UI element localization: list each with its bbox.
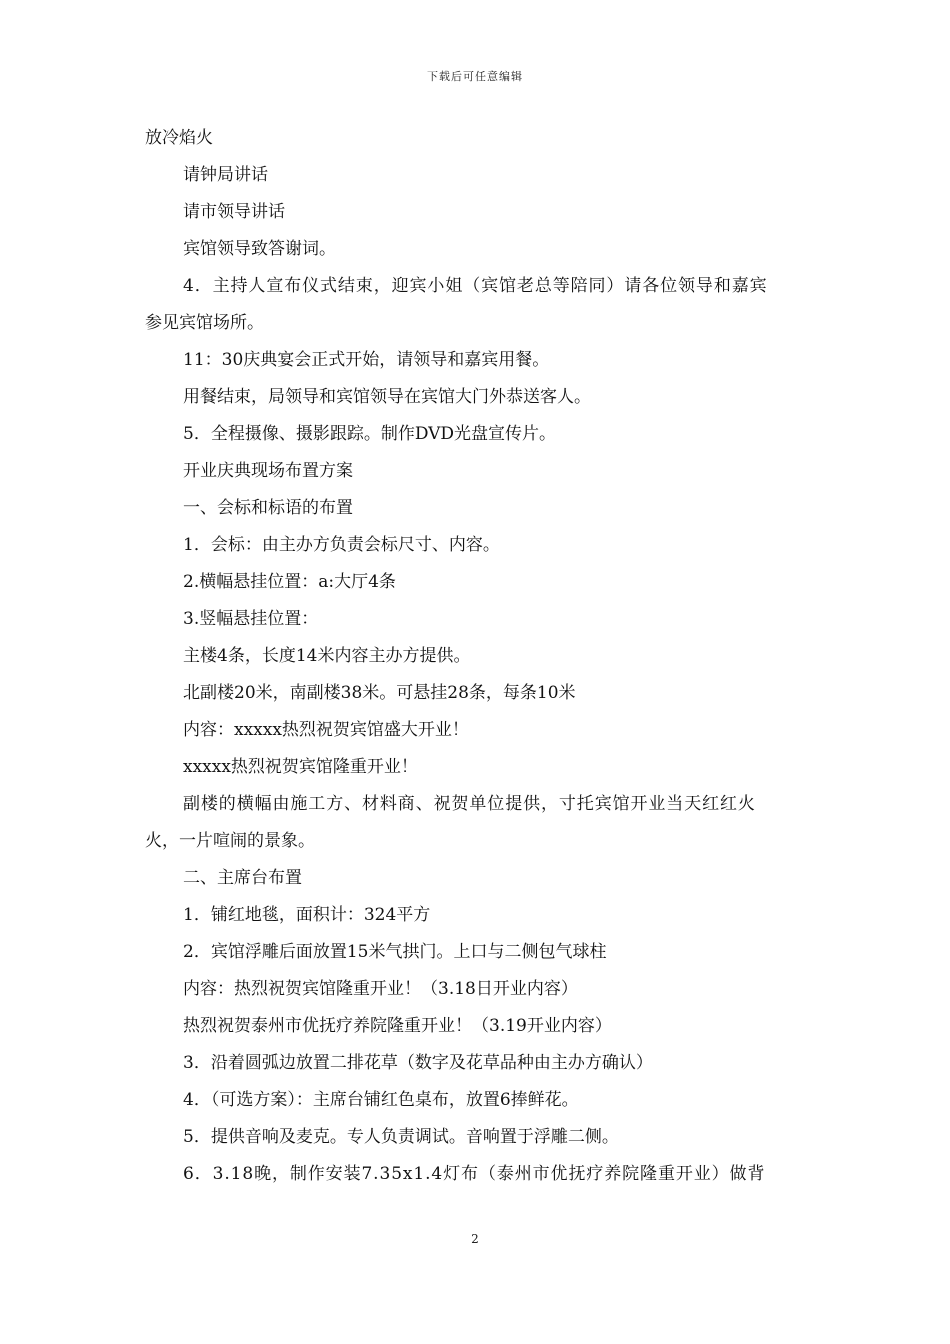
text-line: 11：30庆典宴会正式开始，请领导和嘉宾用餐。 (183, 350, 550, 370)
section-heading: 二、主席台布置 (183, 868, 302, 888)
text-line: 放冷焰火 (145, 128, 213, 148)
text-line: 北副楼20米，南副楼38米。可悬挂28条，每条10米 (183, 683, 576, 703)
text-line: 参见宾馆场所。 (145, 313, 264, 333)
text-line: 请市领导讲话 (183, 202, 285, 222)
text-line: 火，一片喧闹的景象。 (145, 831, 315, 851)
text-line: 2.横幅悬挂位置：a:大厅4条 (183, 572, 396, 592)
text-line: 副楼的横幅由施工方、材料商、祝贺单位提供，寸托宾馆开业当天红红火 (183, 794, 756, 814)
text-line: 请钟局讲话 (183, 165, 268, 185)
text-line: 用餐结束，局领导和宾馆领导在宾馆大门外恭送客人。 (183, 387, 591, 407)
document-body (145, 120, 815, 1193)
section-heading: 一、会标和标语的布置 (183, 498, 353, 518)
section-heading: 开业庆典现场布置方案 (183, 461, 353, 481)
text-line: 内容：热烈祝贺宾馆隆重开业！（3.18日开业内容） (183, 979, 578, 999)
text-line: 主楼4条，长度14米内容主办方提供。 (183, 646, 471, 666)
text-line: 热烈祝贺泰州市优抚疗养院隆重开业！（3.19开业内容） (183, 1016, 612, 1036)
text-line: 1．会标：由主办方负责会标尺寸、内容。 (183, 535, 500, 555)
text-line: xxxxx热烈祝贺宾馆隆重开业！ (183, 757, 418, 777)
page-number: 2 (471, 1232, 479, 1246)
text-line: 5．全程摄像、摄影跟踪。制作DVD光盘宣传片。 (183, 424, 557, 444)
text-line: 3.竖幅悬挂位置： (183, 609, 319, 629)
page-header: 下载后可任意编辑 (427, 70, 523, 83)
text-line: 5．提供音响及麦克。专人负责调试。音响置于浮雕二侧。 (183, 1127, 619, 1147)
text-line: 2．宾馆浮雕后面放置15米气拱门。上口与二侧包气球柱 (183, 942, 607, 962)
text-line: 6．3.18晚，制作安装7.35x1.4灯布（泰州市优抚疗养院隆重开业）做背 (183, 1164, 766, 1184)
text-line: 3．沿着圆弧边放置二排花草（数字及花草品种由主办方确认） (183, 1053, 653, 1073)
text-line: 1．铺红地毯，面积计：324平方 (183, 905, 431, 925)
text-line: 4．主持人宣布仪式结束，迎宾小姐（宾馆老总等陪同）请各位领导和嘉宾 (183, 276, 768, 296)
text-line: 内容：xxxxx热烈祝贺宾馆盛大开业！ (183, 720, 469, 740)
text-line: 宾馆领导致答谢词。 (183, 239, 336, 259)
text-line: 4．（可选方案）：主席台铺红色桌布，放置6捧鲜花。 (183, 1090, 579, 1110)
